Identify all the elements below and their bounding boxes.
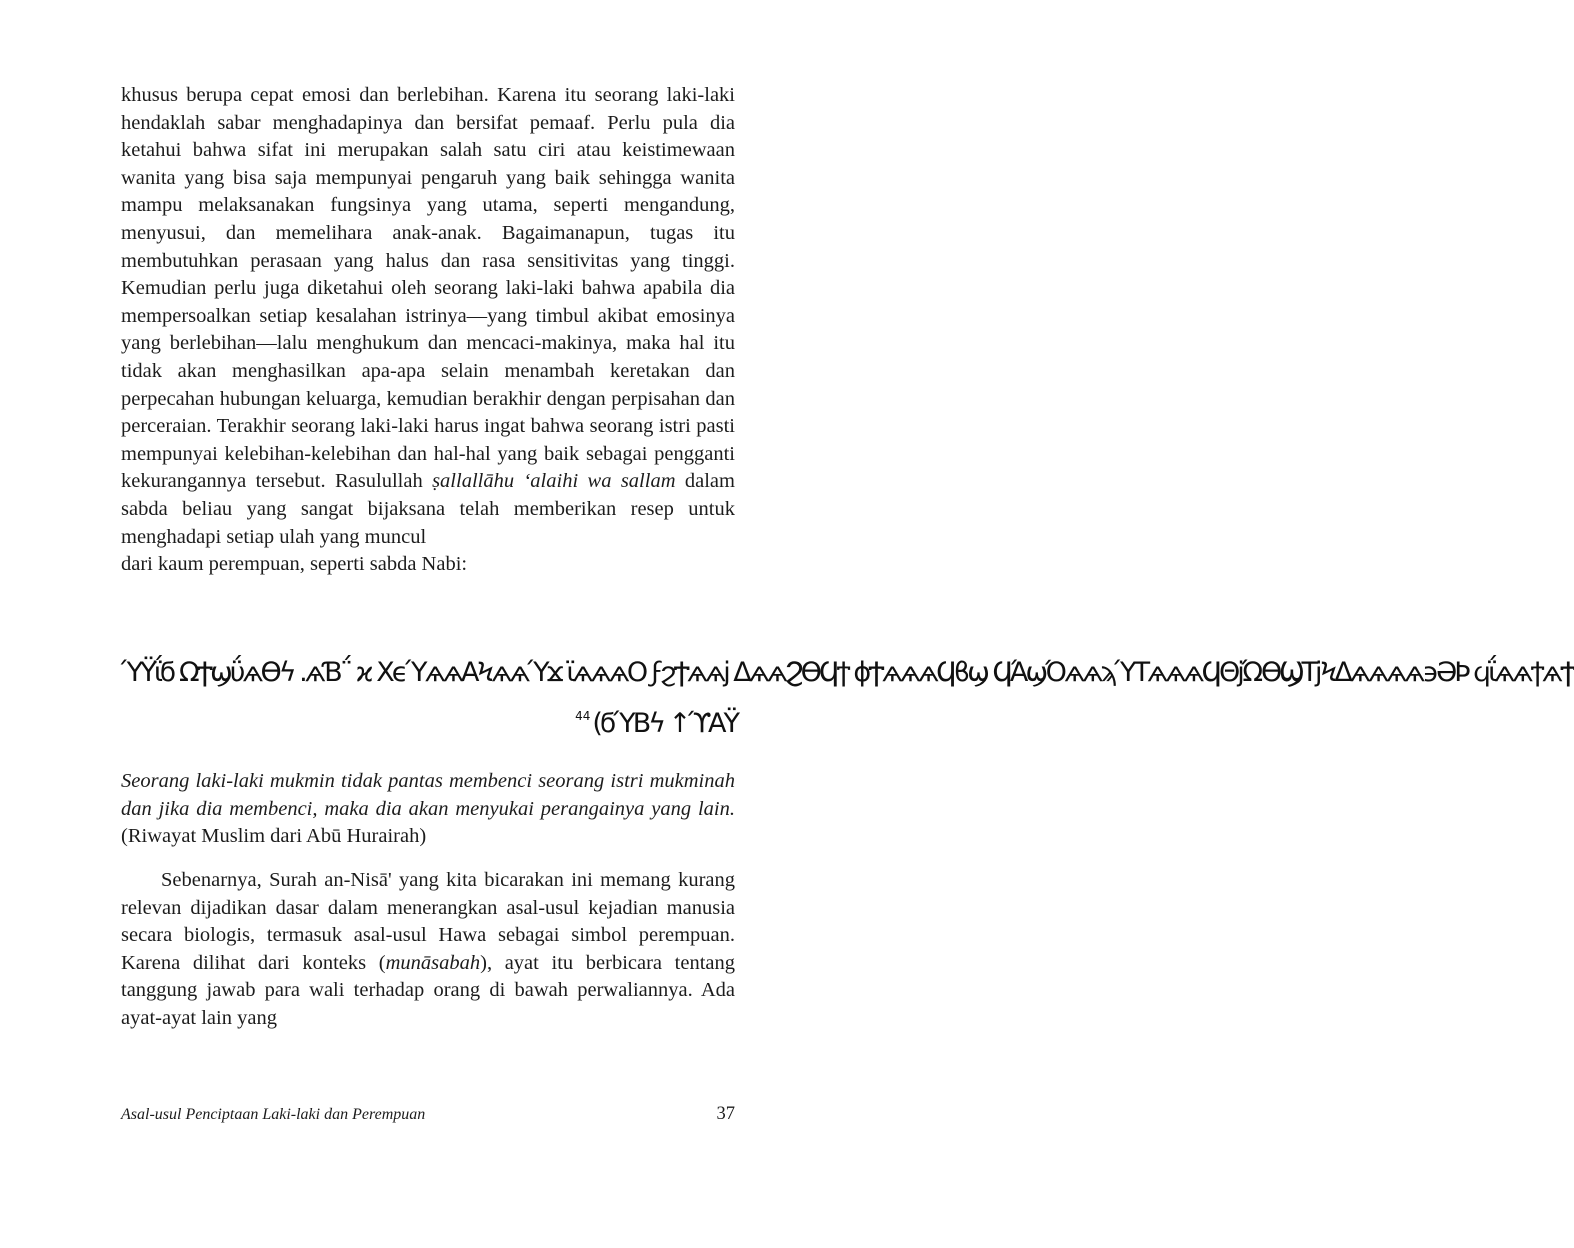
page-number: 37 bbox=[716, 1104, 735, 1124]
hadith-arabic-line-1: ΎΫΐϭ ΩϮϣΰѧϴϟ .ѧƁ΅ ϰ ΧϵΎѧѧΑϞѧѧΎϫ ϊѧѧѧΟ ϝϩϮѧѧϳ ΔѧѧϨϴϤϯ ϕϮѧѧѧϤϐϣ ϤΆϣΌѧѧϡΎΤѧѧѧϤΘϳΏϴϢΤϳϞΔѧѧѧѧ϶ӘϷ ϥΐѧѧϯѧϮ bbox=[121, 657, 1574, 688]
honorific-phrase: ṣallallāhu ‘alaihi wa sallam bbox=[432, 470, 676, 493]
hadith-source: (Riwayat Muslim dari Abū Hurairah) bbox=[121, 825, 427, 848]
page-footer bbox=[121, 1104, 735, 1125]
hadith-arabic-line-2-text: (ϭΎΒϟ ↑ϓΑΫ bbox=[592, 708, 737, 739]
munasabah-term: munāsabah bbox=[385, 951, 481, 974]
paragraph-1-text: khusus berupa cepat emosi dan berlebihan. Karena itu seorang laki-laki hendaklah sabar menghadapinya dan bersifat pemaaf. Perlu pula dia ketahui bahwa sifat ini merupakan salah satu ciri atau keistimewaan wanita yang bisa saja mempunyai pengaruh yang baik sehingga wanita mampu melaksanakan fungsinya yang utama, seperti mengandung, menyusui, dan memelihara anak-anak. Bagaimanapun, tugas itu membutuhkan perasaan yang halus dan rasa sensitivitas yang tinggi. Kemudian perlu juga diketahui oleh seorang laki-laki bahwa apabila dia mempersoalkan setiap kesalahan istrinya—yang timbul akibat emosinya yang berlebihan—lalu menghukum dan mencaci-makinya, maka hal itu tidak akan menghasilkan apa-apa selain menambah keretakan dan perpecahan hubungan keluarga, kemudian berakhir dengan perpisahan dan perceraian. Terakhir seorang laki-laki harus ingat bahwa seorang istri pasti mempunyai kelebihan-kelebihan dan hal-hal yang baik sebagai pengganti kekurangannya tersebut. Rasulullah bbox=[121, 84, 735, 493]
paragraph-1-tail: dalam sabda beliau yang sangat bijaksana telah memberikan resep untuk menghadapi setiap ulah yang muncul bbox=[121, 470, 735, 548]
paragraph-2-tail: ), ayat itu berbicara tentang tanggung jawab para wali terhadap orang di bawah perwaliannya. Ada ayat-ayat lain yang bbox=[121, 951, 735, 1029]
body-paragraph-1 bbox=[121, 82, 735, 579]
translation-text: Seorang laki-laki mukmin tidak pantas membenci seorang istri mukminah dan jika dia membenci, maka dia akan menyukai perangainya yang lain. bbox=[121, 770, 735, 820]
body-paragraph-2 bbox=[121, 867, 735, 1033]
paragraph-1-last-line: dari kaum perempuan, seperti sabda Nabi: bbox=[121, 553, 468, 576]
hadith-arabic-line-2 bbox=[121, 708, 737, 739]
footnote-reference: 44 bbox=[575, 709, 591, 723]
paragraph-2-text: Sebenarnya, Surah an-Nisā' yang kita bicarakan ini memang kurang relevan dijadikan dasar dalam menerangkan asal-usul kejadian manusia secara biologis, termasuk asal-usul Hawa sebagai simbol perempuan. Karena dilihat dari konteks ( bbox=[121, 869, 735, 974]
running-title: Asal-usul Penciptaan Laki-laki dan Perempuan bbox=[121, 1106, 426, 1123]
hadith-translation bbox=[121, 768, 735, 851]
